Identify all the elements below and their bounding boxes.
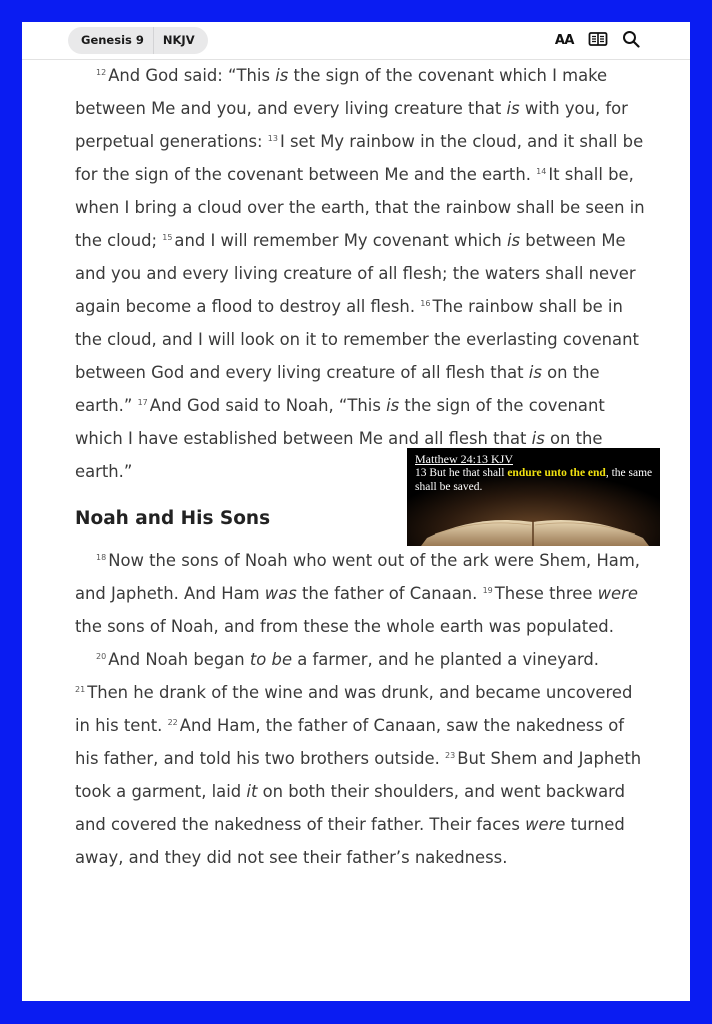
search-icon[interactable] <box>622 30 640 52</box>
verse-text: These three <box>494 584 598 603</box>
verse-text: on both their shoulders, and went backward and covered the nakedness of their father. Their faces <box>75 782 625 834</box>
section-heading: Noah and His Sons <box>75 508 271 529</box>
verse-text: the father of Canaan. <box>296 584 483 603</box>
verse-text: the sons of Noah, and from these the whole earth was populated. <box>75 617 614 636</box>
book-chapter-button[interactable]: Genesis 9 <box>81 33 144 47</box>
verse-text: on the earth.” <box>75 363 600 415</box>
verse-text: And God said to Noah, “This <box>149 396 387 415</box>
verse-number[interactable]: 19 <box>482 586 493 595</box>
verse-number[interactable]: 16 <box>420 299 431 308</box>
verse-text: But Shem and Japheth took a garment, laid <box>75 749 642 801</box>
verse-text: and I will remember My covenant which <box>174 231 507 250</box>
verse-number[interactable]: 20 <box>96 652 107 661</box>
verse-text: a farmer, and he planted a vineyard. <box>292 650 600 669</box>
verse-number[interactable]: 13 <box>267 134 278 143</box>
book-icon[interactable] <box>588 31 608 51</box>
verse-text: with you, for perpetual generations: <box>75 99 628 151</box>
verse-number[interactable]: 12 <box>96 68 107 77</box>
toolbar-actions <box>541 30 640 52</box>
verse-text: Then he drank of the wine and was drunk, and became uncovered in his tent. <box>75 683 633 735</box>
overlay-reference: Matthew 24:13 KJV <box>415 452 513 466</box>
verse-text: And Noah began <box>108 650 250 669</box>
verse-number[interactable]: 17 <box>137 398 148 407</box>
verse-text: And Ham, the father of Canaan, saw the nakedness of his father, and told his two brothers outside. <box>75 716 625 768</box>
italic-word: were <box>597 584 638 603</box>
verse-text: between Me and you and every living creature of all flesh; the waters shall never again become a flood to destroy all flesh. <box>75 231 636 316</box>
overlay-highlight: endure unto the end <box>507 467 606 479</box>
italic-word: were <box>525 815 566 834</box>
scripture-paragraph <box>75 59 645 488</box>
scripture-paragraph <box>75 643 645 874</box>
italic-word: is <box>275 66 289 85</box>
scripture-paragraph <box>75 544 645 643</box>
verse-number[interactable]: 22 <box>167 718 178 727</box>
italic-word: is <box>386 396 400 415</box>
verse-text: The rainbow shall be in the cloud, and I will look on it to remember the everlasting covenant between God and every living creature of all flesh that <box>75 297 639 382</box>
verse-text: Now the sons of Noah who went out of the ark were Shem, Ham, and Japheth. And Ham <box>75 551 641 603</box>
version-button[interactable]: NKJV <box>153 27 208 54</box>
verse-image-overlay <box>407 448 660 546</box>
verse-text: It shall be, when I bring a cloud over the earth, that the rainbow shall be seen in the cloud; <box>75 165 645 250</box>
italic-word: was <box>264 584 297 603</box>
italic-word: is <box>507 231 521 250</box>
italic-word: it <box>246 782 258 801</box>
verse-text: the sign of the covenant which I make between Me and you, and every living creature that <box>75 66 608 118</box>
reader-toolbar <box>22 22 690 60</box>
verse-number[interactable]: 21 <box>75 685 86 694</box>
overlay-verse-number: 13 <box>415 467 427 479</box>
overlay-text-before: But he that shall <box>429 467 508 479</box>
text-size-icon[interactable]: AA <box>554 33 574 48</box>
italic-word: is <box>528 363 542 382</box>
verse-number[interactable]: 14 <box>536 167 547 176</box>
italic-word: to be <box>249 650 293 669</box>
verse-text: turned away, and they did not see their father’s nakedness. <box>75 815 625 867</box>
verse-number[interactable]: 18 <box>96 553 107 562</box>
verse-text: I set My rainbow in the cloud, and it shall be for the sign of the covenant between Me and the earth. <box>75 132 644 184</box>
verse-number[interactable]: 15 <box>162 233 173 242</box>
italic-word: is <box>506 99 520 118</box>
overlay-text-after: , the same shall be saved. <box>415 467 653 493</box>
passage-selector <box>68 27 208 54</box>
verse-text: on the earth.” <box>75 429 603 481</box>
verse-text: the sign of the covenant which I have established between Me and all flesh that <box>75 396 605 448</box>
verse-number[interactable]: 23 <box>445 751 456 760</box>
verse-text: And God said: “This <box>108 66 276 85</box>
reader-page <box>22 22 690 1001</box>
overlay-verse-text <box>415 466 655 494</box>
italic-word: is <box>531 429 545 448</box>
